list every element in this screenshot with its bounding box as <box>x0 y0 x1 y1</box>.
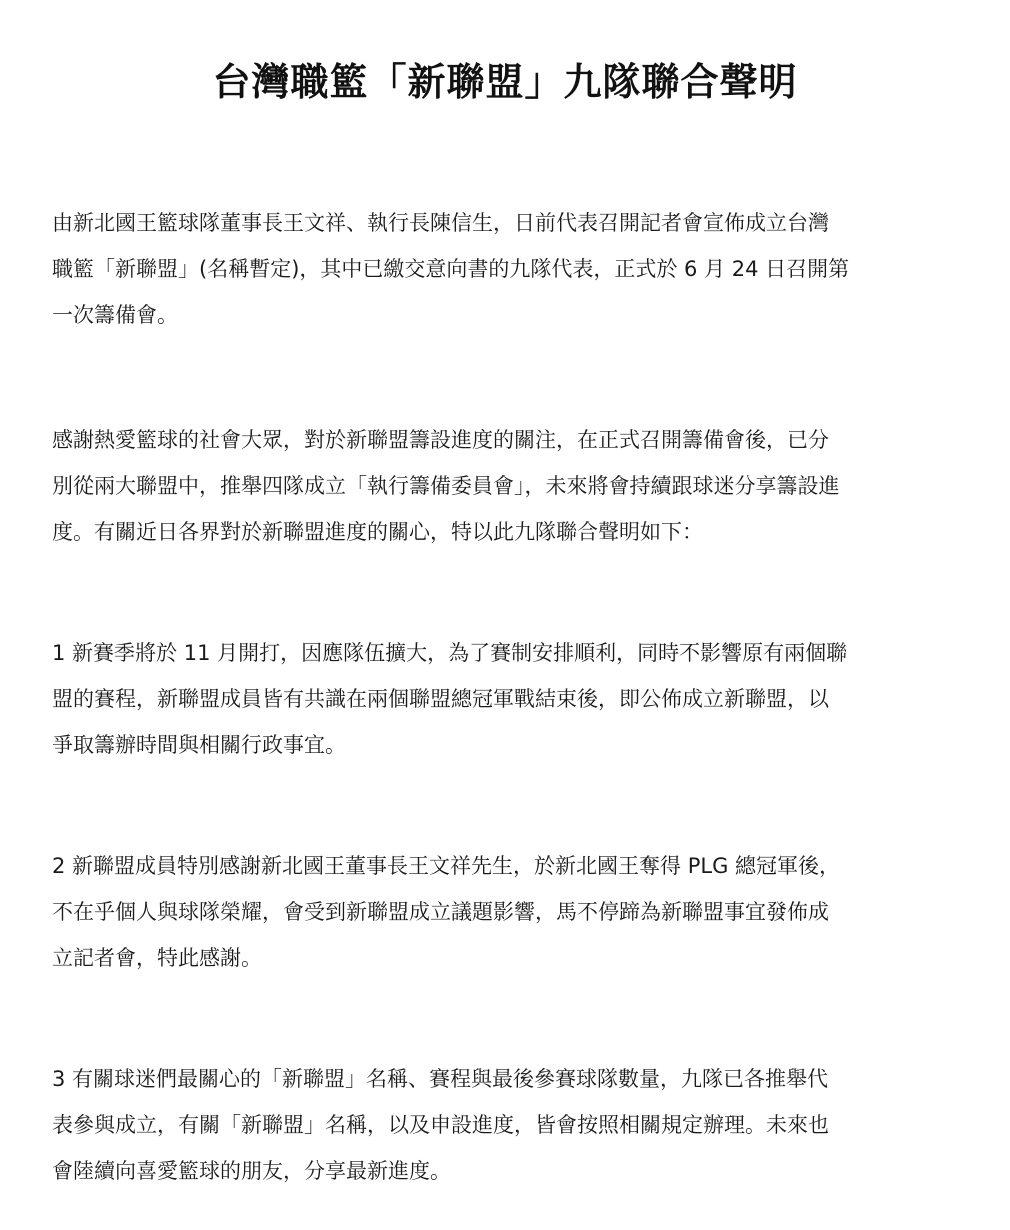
paragraph-thanks <box>52 417 952 555</box>
text-line: 職籃「新聯盟」(名稱暫定)，其中已繳交意向書的九隊代表，正式於 6 月 24 日召開第 <box>52 257 850 281</box>
text-line: 一次籌備會。 <box>52 303 178 327</box>
text-line: 表參與成立，有關「新聯盟」名稱，以及申設進度，皆會按照相關規定辦理。未來也 <box>52 1113 829 1137</box>
text-line: 度。有關近日各界對於新聯盟進度的關心，特以此九隊聯合聲明如下： <box>52 520 703 544</box>
text-line: 感謝熱愛籃球的社會大眾，對於新聯盟籌設進度的關注，在正式召開籌備會後，已分 <box>52 428 829 452</box>
paragraph-point-2 <box>52 843 952 981</box>
text-line: 由新北國王籃球隊董事長王文祥、執行長陳信生，日前代表召開記者會宣佈成立台灣 <box>52 211 829 235</box>
text-line: 1 新賽季將於 11 月開打，因應隊伍擴大，為了賽制安排順利，同時不影響原有兩個聯 <box>52 641 848 665</box>
text-line: 不在乎個人與球隊榮耀，會受到新聯盟成立議題影響，馬不停蹄為新聯盟事宜發佈成 <box>52 900 829 924</box>
text-line: 盟的賽程，新聯盟成員皆有共識在兩個聯盟總冠軍戰結束後，即公佈成立新聯盟，以 <box>52 687 829 711</box>
statement-title: 台灣職籃「新聯盟」九隊聯合聲明 <box>212 59 798 104</box>
paragraph-point-3 <box>52 1056 952 1194</box>
text-line: 會陸續向喜愛籃球的朋友，分享最新進度。 <box>52 1159 451 1183</box>
paragraph-intro <box>52 200 952 338</box>
text-line: 3 有關球迷們最關心的「新聯盟」名稱、賽程與最後參賽球隊數量，九隊已各推舉代 <box>52 1067 829 1091</box>
paragraph-point-1 <box>52 630 952 768</box>
text-line: 2 新聯盟成員特別感謝新北國王董事長王文祥先生，於新北國王奪得 PLG 總冠軍後， <box>52 854 841 878</box>
text-line: 立記者會，特此感謝。 <box>52 946 262 970</box>
text-line: 別從兩大聯盟中，推舉四隊成立「執行籌備委員會」，未來將會持續跟球迷分享籌設進 <box>52 474 840 498</box>
text-line: 爭取籌辦時間與相關行政事宜。 <box>52 733 346 757</box>
